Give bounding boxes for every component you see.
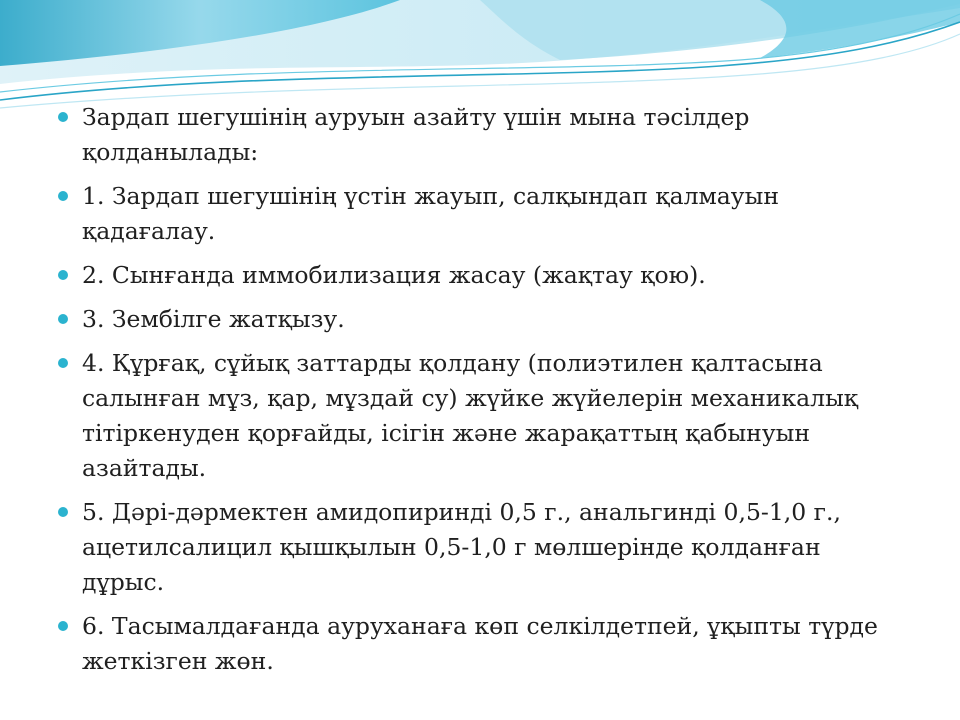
bullet-dot-icon (58, 358, 68, 368)
bullet-item-1 (58, 179, 898, 249)
bullet-text: 6. Тасымалдағанда ауруханаға көп селкілдетпей, ұқыпты түрде жеткізген жөн. (82, 612, 878, 675)
bullet-text: Зардап шегушінің ауруын азайту үшін мына тәсілдер қолданылады: (82, 103, 750, 166)
bullet-item-0 (58, 100, 898, 170)
bullet-dot-icon (58, 112, 68, 122)
bullet-text: 2. Сынғанда иммобилизация жасау (жақтау қою). (82, 261, 706, 289)
bullet-dot-icon (58, 314, 68, 324)
bullet-dot-icon (58, 507, 68, 517)
bullet-item-4 (58, 346, 898, 486)
bullet-text: 4. Құрғақ, сұйық заттарды қолдану (полиэтилен қалтасына салынған мұз, қар, мұздай су) жүйке жүйелерін механикалық тітіркенуден қорғайды, ісігін және жарақаттың қабынуын азайтады. (82, 349, 859, 482)
bullet-item-3 (58, 302, 898, 337)
bullet-dot-icon (58, 621, 68, 631)
bullet-item-6 (58, 609, 898, 679)
bullet-text: 3. Зембілге жатқызу. (82, 305, 345, 333)
bullet-item-2 (58, 258, 898, 293)
bullet-dot-icon (58, 191, 68, 201)
bullet-list (58, 100, 898, 688)
bullet-text: 5. Дәрі-дәрмектен амидопиринді 0,5 г., анальгинді 0,5-1,0 г., ацетилсалицил қышқылын 0,5-1,0 г мөлшерінде қолданған дұрыс. (82, 498, 841, 596)
bullet-item-5 (58, 495, 898, 600)
bullet-dot-icon (58, 270, 68, 280)
bullet-text: 1. Зардап шегушінің үстін жауып, салқындап қалмауын қадағалау. (82, 182, 780, 245)
